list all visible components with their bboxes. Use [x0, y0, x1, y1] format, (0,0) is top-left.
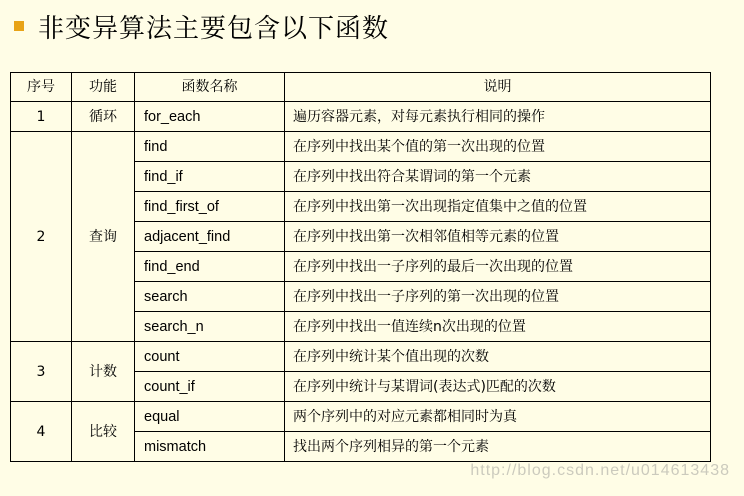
function-description: 在序列中找出第一次出现指定值集中之值的位置 — [285, 192, 711, 222]
watermark: http://blog.csdn.net/u014613438 — [470, 462, 730, 479]
function-description: 在序列中找出一子序列的最后一次出现的位置 — [285, 252, 711, 282]
header-function: 功能 — [72, 73, 135, 102]
function-name: for_each — [135, 102, 285, 132]
group-function: 比较 — [72, 402, 135, 462]
bullet-icon — [14, 21, 24, 31]
table-row — [11, 342, 711, 372]
function-description: 遍历容器元素，对每元素执行相同的操作 — [285, 102, 711, 132]
function-description: 找出两个序列相异的第一个元素 — [285, 432, 711, 462]
table-row — [11, 402, 711, 432]
function-name: count — [135, 342, 285, 372]
table-row — [11, 102, 711, 132]
group-function: 循环 — [72, 102, 135, 132]
function-table — [10, 72, 711, 462]
title-row — [14, 8, 389, 44]
function-description: 在序列中找出一值连续n次出现的位置 — [285, 312, 711, 342]
function-name: find_end — [135, 252, 285, 282]
function-description: 在序列中找出第一次相邻值相等元素的位置 — [285, 222, 711, 252]
group-function: 计数 — [72, 342, 135, 402]
function-name: adjacent_find — [135, 222, 285, 252]
function-name: find_first_of — [135, 192, 285, 222]
function-description: 两个序列中的对应元素都相同时为真 — [285, 402, 711, 432]
header-name: 函数名称 — [135, 73, 285, 102]
page-title: 非变异算法主要包含以下函数 — [38, 13, 390, 44]
group-number: 1 — [11, 102, 72, 132]
group-number: 3 — [11, 342, 72, 402]
function-description: 在序列中找出一子序列的第一次出现的位置 — [285, 282, 711, 312]
function-name: search — [135, 282, 285, 312]
header-description: 说明 — [285, 73, 711, 102]
header-row — [11, 73, 711, 102]
function-name: find_if — [135, 162, 285, 192]
function-name: mismatch — [135, 432, 285, 462]
function-name: search_n — [135, 312, 285, 342]
function-description: 在序列中找出某个值的第一次出现的位置 — [285, 132, 711, 162]
function-name: count_if — [135, 372, 285, 402]
table-row — [11, 132, 711, 162]
function-description: 在序列中找出符合某谓词的第一个元素 — [285, 162, 711, 192]
group-number: 4 — [11, 402, 72, 462]
header-no: 序号 — [11, 73, 72, 102]
group-function: 查询 — [72, 132, 135, 342]
function-description: 在序列中统计某个值出现的次数 — [285, 342, 711, 372]
function-name: equal — [135, 402, 285, 432]
function-description: 在序列中统计与某谓词(表达式)匹配的次数 — [285, 372, 711, 402]
group-number: 2 — [11, 132, 72, 342]
function-name: find — [135, 132, 285, 162]
